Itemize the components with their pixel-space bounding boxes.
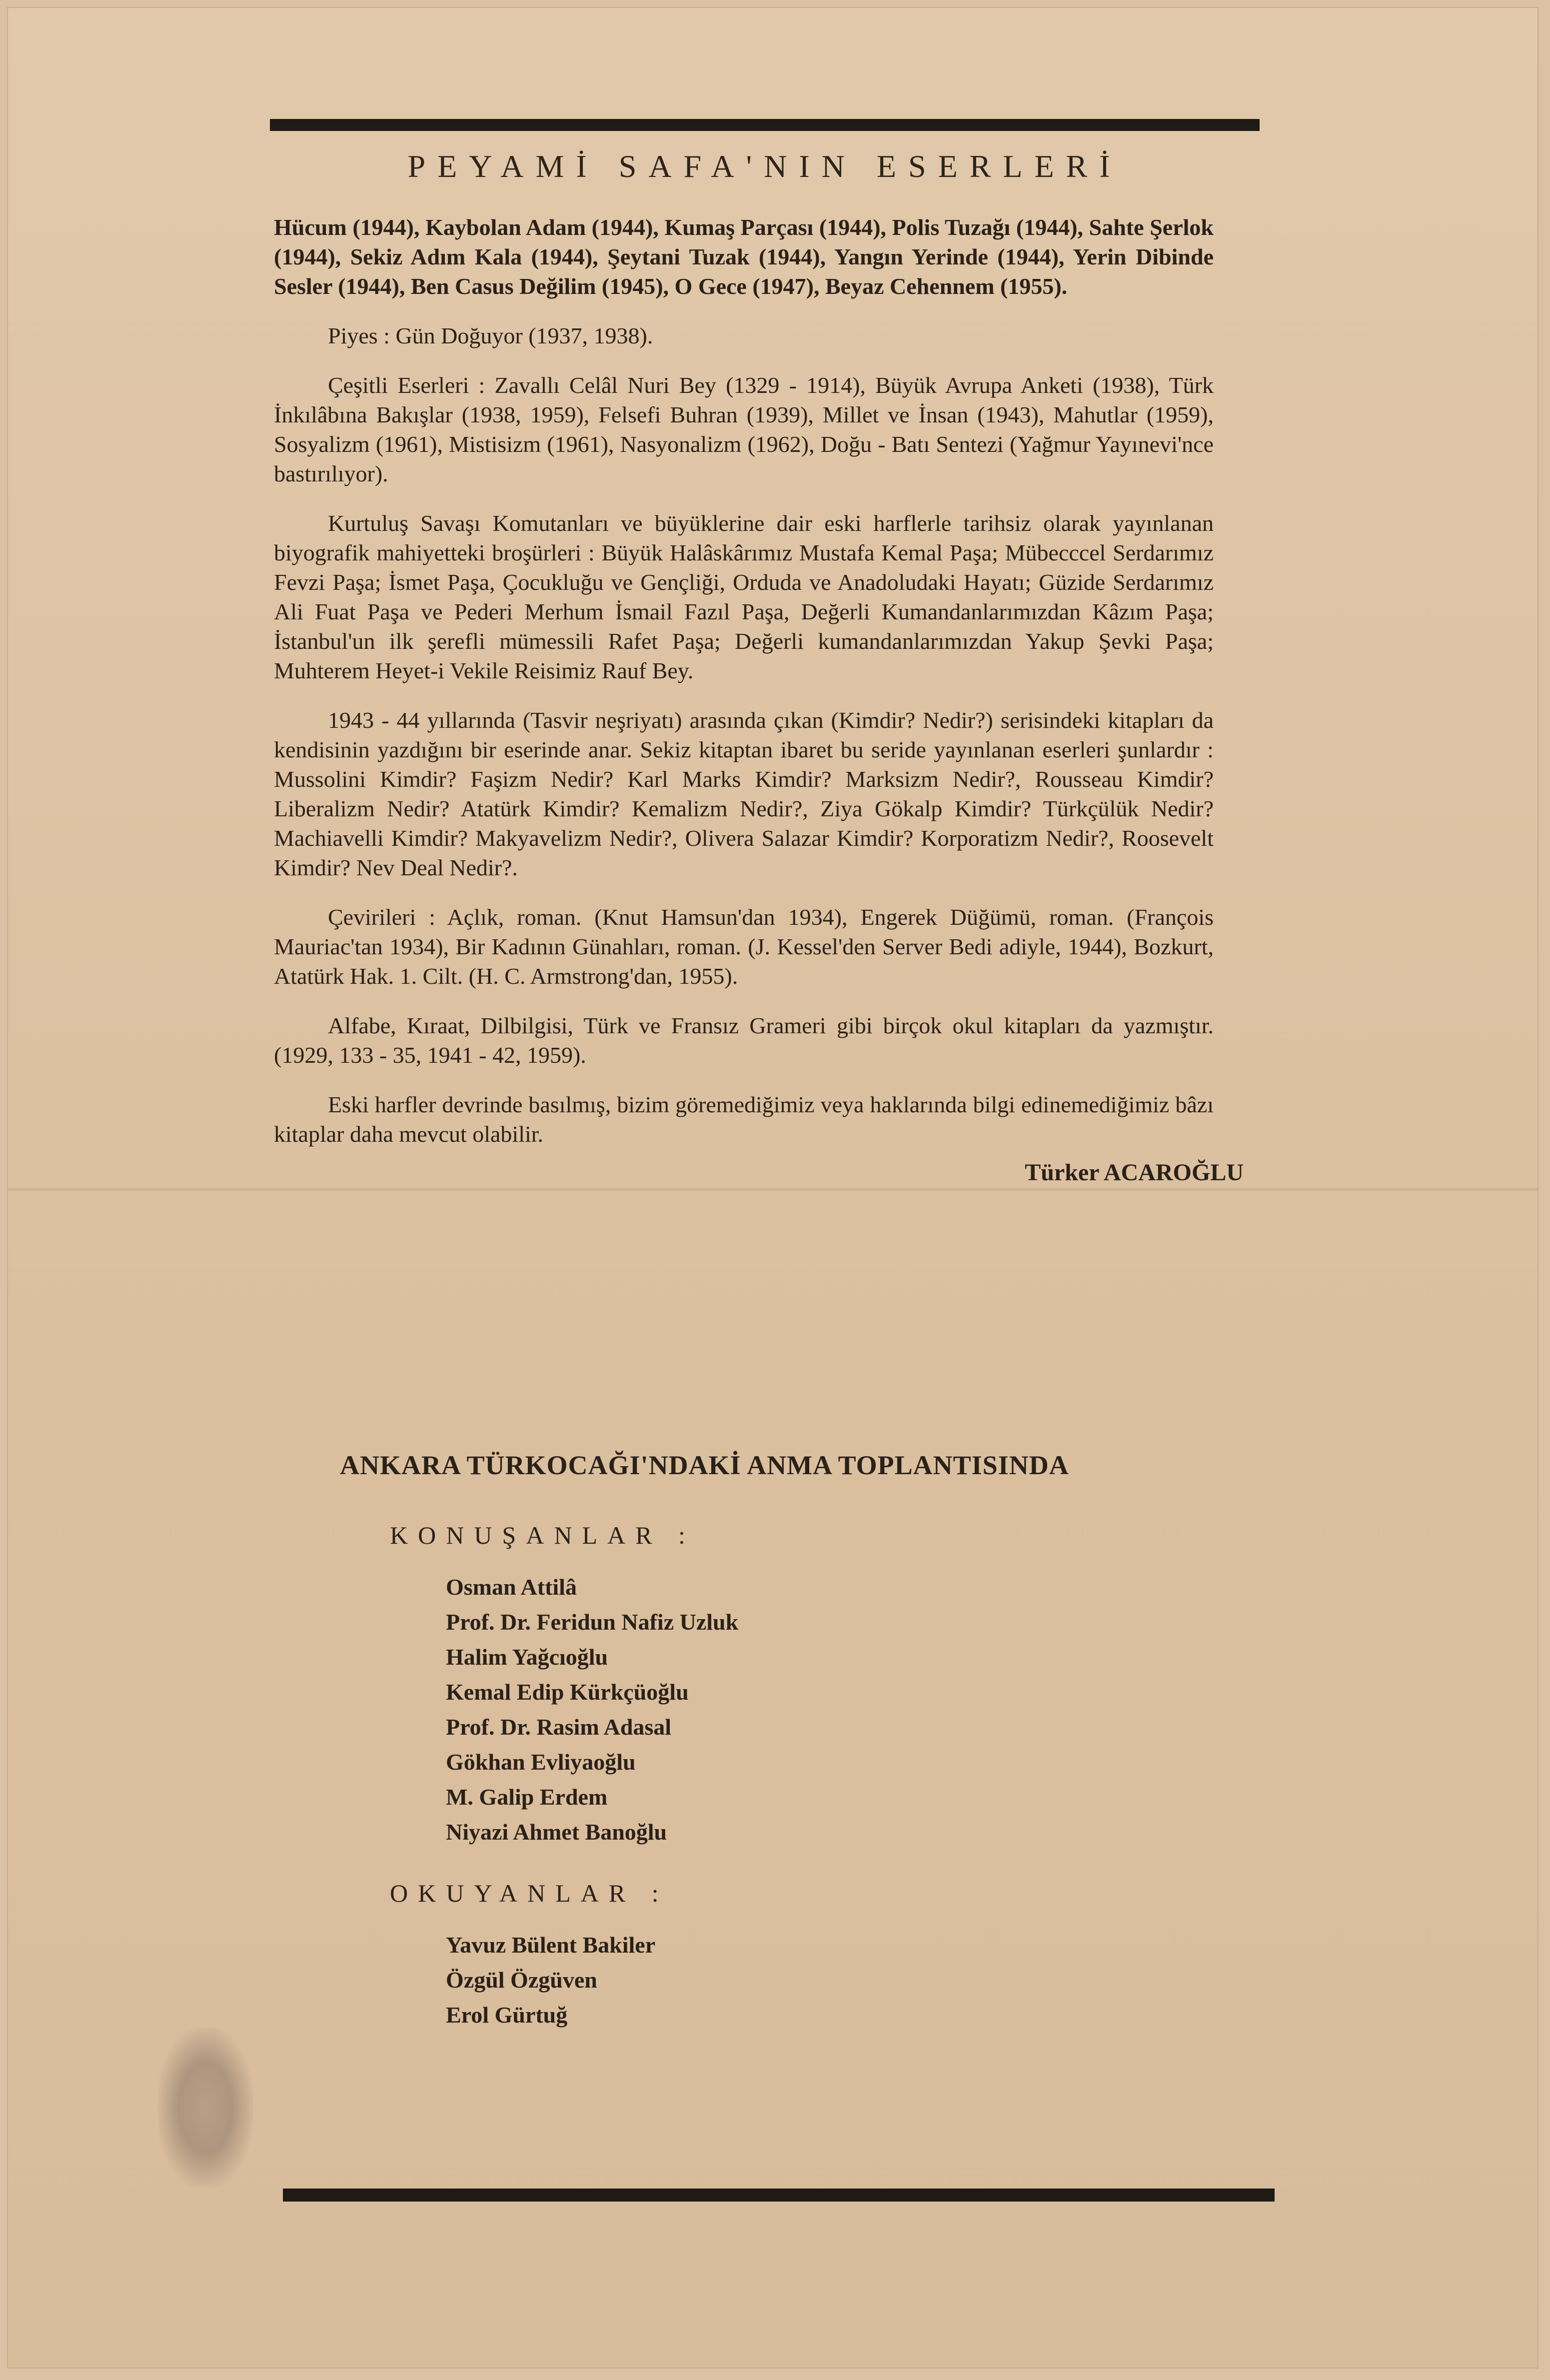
speaker-name: Halim Yağcıoğlu <box>446 1644 608 1670</box>
eski-paragraph: Eski harfler devrinde basılmış, bizim göremediğimiz veya haklarında bilgi edinemediğimiz bâzı kitaplar daha mevcut olabilir. <box>274 1092 1214 1147</box>
cesitli-paragraph: Çeşitli Eserleri : Zavallı Celâl Nuri Bey (1329 - 1914), Büyük Avrupa Anketi (1938), Türk İnkılâbına Bakışlar (1938, 1959), Felsefi Buhran (1939), Millet ve İnsan (1943), Mahutlar (1959), Sosyalizm (1961), Mistisizm (1961), Nasyonalizm (1962), Doğu - Batı Sentezi (Yağmur Yayınevi'nce bastırılıyor). <box>274 372 1214 486</box>
meeting-title: ANKARA TÜRKOCAĞI'NDAKİ ANMA TOPLANTISINDA <box>340 1450 1069 1480</box>
top-rule <box>270 119 1260 131</box>
reader-name: Yavuz Bülent Bakiler <box>446 1932 656 1958</box>
speaker-name: M. Galip Erdem <box>446 1784 608 1810</box>
speaker-name: Gökhan Evliyaoğlu <box>446 1749 636 1775</box>
paper-fold <box>8 1188 1538 1191</box>
reader-name: Özgül Özgüven <box>446 1967 597 1993</box>
ceviri-paragraph: Çevirileri : Açlık, roman. (Knut Hamsun'dan 1934), Engerek Düğümü, roman. (François Mauriac'tan 1934), Bir Kadının Günahları, roman. (J. Kessel'den Server Bedi adiyle, 1944), Bozkurt, Atatürk Hak. 1. Cilt. (H. C. Armstrong'dan, 1955). <box>274 904 1214 989</box>
speaker-name: Niyazi Ahmet Banoğlu <box>446 1819 667 1845</box>
speaker-name: Kemal Edip Kürkçüoğlu <box>446 1679 689 1705</box>
author-signature: Türker ACAROĞLU <box>1025 1159 1244 1186</box>
tasvir-paragraph: 1943 - 44 yıllarında (Tasvir neşriyatı) arasında çıkan (Kimdir? Nedir?) serisindeki kitapları da kendisinin yazdığını bir eserinde anar. Sekiz kitaptan ibaret bu seride yayınlanan eserleri şunlardır : Mussolini Kimdir? Faşizm Nedir? Karl Marks Kimdir? Marksizm Nedir?, Rousseau Kimdir? Liberalizm Nedir? Atatürk Kimdir? Kemalizm Nedir?, Ziya Gökalp Kimdir? Türkçülük Nedir? Machiavelli Kimdir? Makyavelizm Nedir?, Olivera Salazar Kimdir? Korporatizm Nedir?, Roosevelt Kimdir? Nev Deal Nedir?. <box>274 707 1214 880</box>
novels-paragraph: Hücum (1944), Kaybolan Adam (1944), Kumaş Parçası (1944), Polis Tuzağı (1944), Sahte Şerlok (1944), Sekiz Adım Kala (1944), Şeytani Tuzak (1944), Yangın Yerinde (1944), Yerin Dibinde Sesler (1944), Ben Casus Değilim (1945), O Gece (1947), Beyaz Cehennem (1955). <box>274 214 1214 299</box>
reader-name: Erol Gürtuğ <box>446 2002 568 2028</box>
paper-stain <box>158 2028 253 2188</box>
speaker-name: Prof. Dr. Feridun Nafiz Uzluk <box>446 1609 739 1635</box>
piyes-paragraph: Piyes : Gün Doğuyor (1937, 1938). <box>328 323 653 348</box>
section-spacer <box>340 1850 1240 1879</box>
speaker-name: Osman Attilâ <box>446 1574 577 1600</box>
kurtulus-paragraph: Kurtuluş Savaşı Komutanları ve büyüklerine dair eski harflerle tarihsiz olarak yayınlanan biyografik mahiyetteki broşürleri : Büyük Halâskârımız Mustafa Kemal Paşa; Mübecccel Serdarımız Fevzi Paşa; İsmet Paşa, Çocukluğu ve Gençliği, Orduda ve Anadoludaki Hayatı; Güzide Serdarımız Ali Fuat Paşa ve Pederi Merhum İsmail Fazıl Paşa, Değerli Kumandanlarımızdan Kâzım Paşa; İstanbul'un ilk şerefli mümessili Rafet Paşa; Değerli kumandanlarımızdan Yakup Şevki Paşa; Muhterem Heyet-i Vekile Reisimiz Rauf Bey. <box>274 510 1214 683</box>
meeting-section <box>340 1450 1240 2033</box>
works-column <box>274 212 1244 1186</box>
page-title: PEYAMİ SAFA'NIN ESERLERİ <box>407 148 1122 184</box>
speakers-label: KONUŞANLAR : <box>390 1521 695 1549</box>
bottom-rule <box>283 2189 1275 2202</box>
alfabe-paragraph: Alfabe, Kıraat, Dilbilgisi, Türk ve Fransız Grameri gibi birçok okul kitapları da yazmıştır. (1929, 133 - 35, 1941 - 42, 1959). <box>274 1013 1214 1068</box>
speaker-name: Prof. Dr. Rasim Adasal <box>446 1714 672 1740</box>
readers-label: OKUYANLAR : <box>390 1879 669 1907</box>
